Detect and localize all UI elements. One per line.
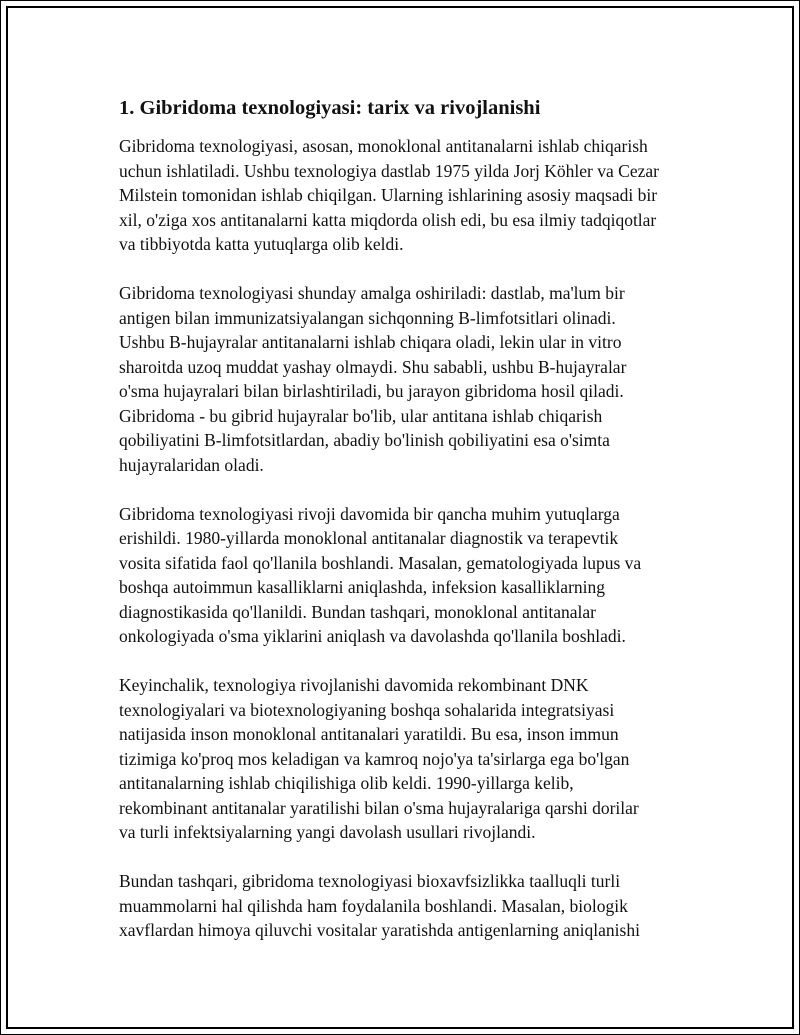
text-line: natijasida inson monoklonal antitanalari yaratildi. Bu esa, inson immun	[119, 724, 619, 744]
text-line: xil, o'ziga xos antitanalarni katta miqdorda olish edi, bu esa ilmiy tadqiqotlar	[119, 209, 657, 230]
text-line: Gibridoma texnologiyasi, asosan, monoklonal antitanalarni ishlab chiqarish	[119, 136, 648, 156]
text-line: Gibridoma texnologiyasi rivoji davomida bir qancha muhim yutuqlarga	[119, 503, 620, 524]
text-line: o'sma hujayralari bilan birlashtiriladi, bu jarayon gibridoma hosil qiladi.	[119, 381, 624, 401]
text-line: xavflardan himoya qiluvchi vositalar yaratishda antigenlarning aniqlanishi	[119, 920, 640, 940]
text-line: Gibridoma texnologiyasi shunday amalga oshiriladi: dastlab, ma'lum bir	[119, 283, 625, 303]
text-line: antitanalarning ishlab chiqilishiga olib keldi. 1990-yillarga kelib,	[119, 773, 574, 793]
paragraph-4	[119, 673, 699, 845]
text-line: Gibridoma - bu gibrid hujayralar bo'lib, ular antitana ishlab chiqarish	[119, 405, 603, 426]
text-line: Ushbu B-hujayralar antitanalarni ishlab chiqara oladi, lekin ular in vitro	[119, 332, 622, 352]
text-line: qobiliyatini B-limfotsitlardan, abadiy bo'linish qobiliyatini esa o'simta	[119, 430, 610, 450]
text-line: va tibbiyotda katta yutuqlarga olib keldi.	[119, 234, 404, 254]
text-line: sharoitda uzoq muddat yashay olmaydi. Shu sababli, ushbu B-hujayralar	[119, 356, 627, 377]
text-line: tizimiga ko'proq mos keladigan va kamroq nojo'ya ta'sirlarga ega bo'lgan	[119, 748, 630, 769]
text-line: boshqa autoimmun kasalliklarni aniqlashda, infeksion kasalliklarning	[119, 577, 606, 597]
text-line: vosita sifatida faol qo'llanila boshlandi. Masalan, gematologiyada lupus va	[119, 552, 642, 573]
paragraph-1	[119, 134, 699, 257]
paragraph-3	[119, 502, 699, 649]
text-line: hujayralaridan oladi.	[119, 454, 264, 475]
section-heading: 1. Gibridoma texnologiyasi: tarix va rivojlanishi	[119, 97, 541, 119]
text-line: rekombinant antitanalar yaratilishi bilan o'sma hujayralariga qarshi dorilar	[119, 797, 639, 818]
text-line: va turli infektsiyalarning yangi davolash usullari rivojlandi.	[119, 822, 536, 842]
document-body	[119, 95, 699, 967]
text-line: texnologiyalari va biotexnologiyaning boshqa sohalarida integratsiyasi	[119, 699, 615, 720]
text-line: Bundan tashqari, gibridoma texnologiyasi bioxavfsizlikka taalluqli turli	[119, 871, 621, 891]
text-line: erishildi. 1980-yillarda monoklonal antitanalar diagnostik va terapevtik	[119, 528, 619, 548]
text-line: onkologiyada o'sma yiklarini aniqlash va davolashda qo'llanila boshladi.	[119, 626, 626, 646]
paragraph-2	[119, 281, 699, 477]
text-line: diagnostikasida qo'llanildi. Bundan tashqari, monoklonal antitanalar	[119, 601, 597, 622]
text-line: Keyinchalik, texnologiya rivojlanishi davomida rekombinant DNK	[119, 675, 589, 695]
text-line: Milstein tomonidan ishlab chiqilgan. Ularning ishlarining asosiy maqsadi bir	[119, 185, 658, 205]
text-line: uchun ishlatiladi. Ushbu texnologiya dastlab 1975 yilda Jorj Köhler va Cezar	[119, 160, 659, 181]
text-line: muammolarni hal qilishda ham foydalanila boshlandi. Masalan, biologik	[119, 895, 628, 916]
paragraph-5	[119, 869, 699, 943]
text-line: antigen bilan immunizatsiyalangan sichqonning B-limfotsitlari olinadi.	[119, 307, 616, 328]
